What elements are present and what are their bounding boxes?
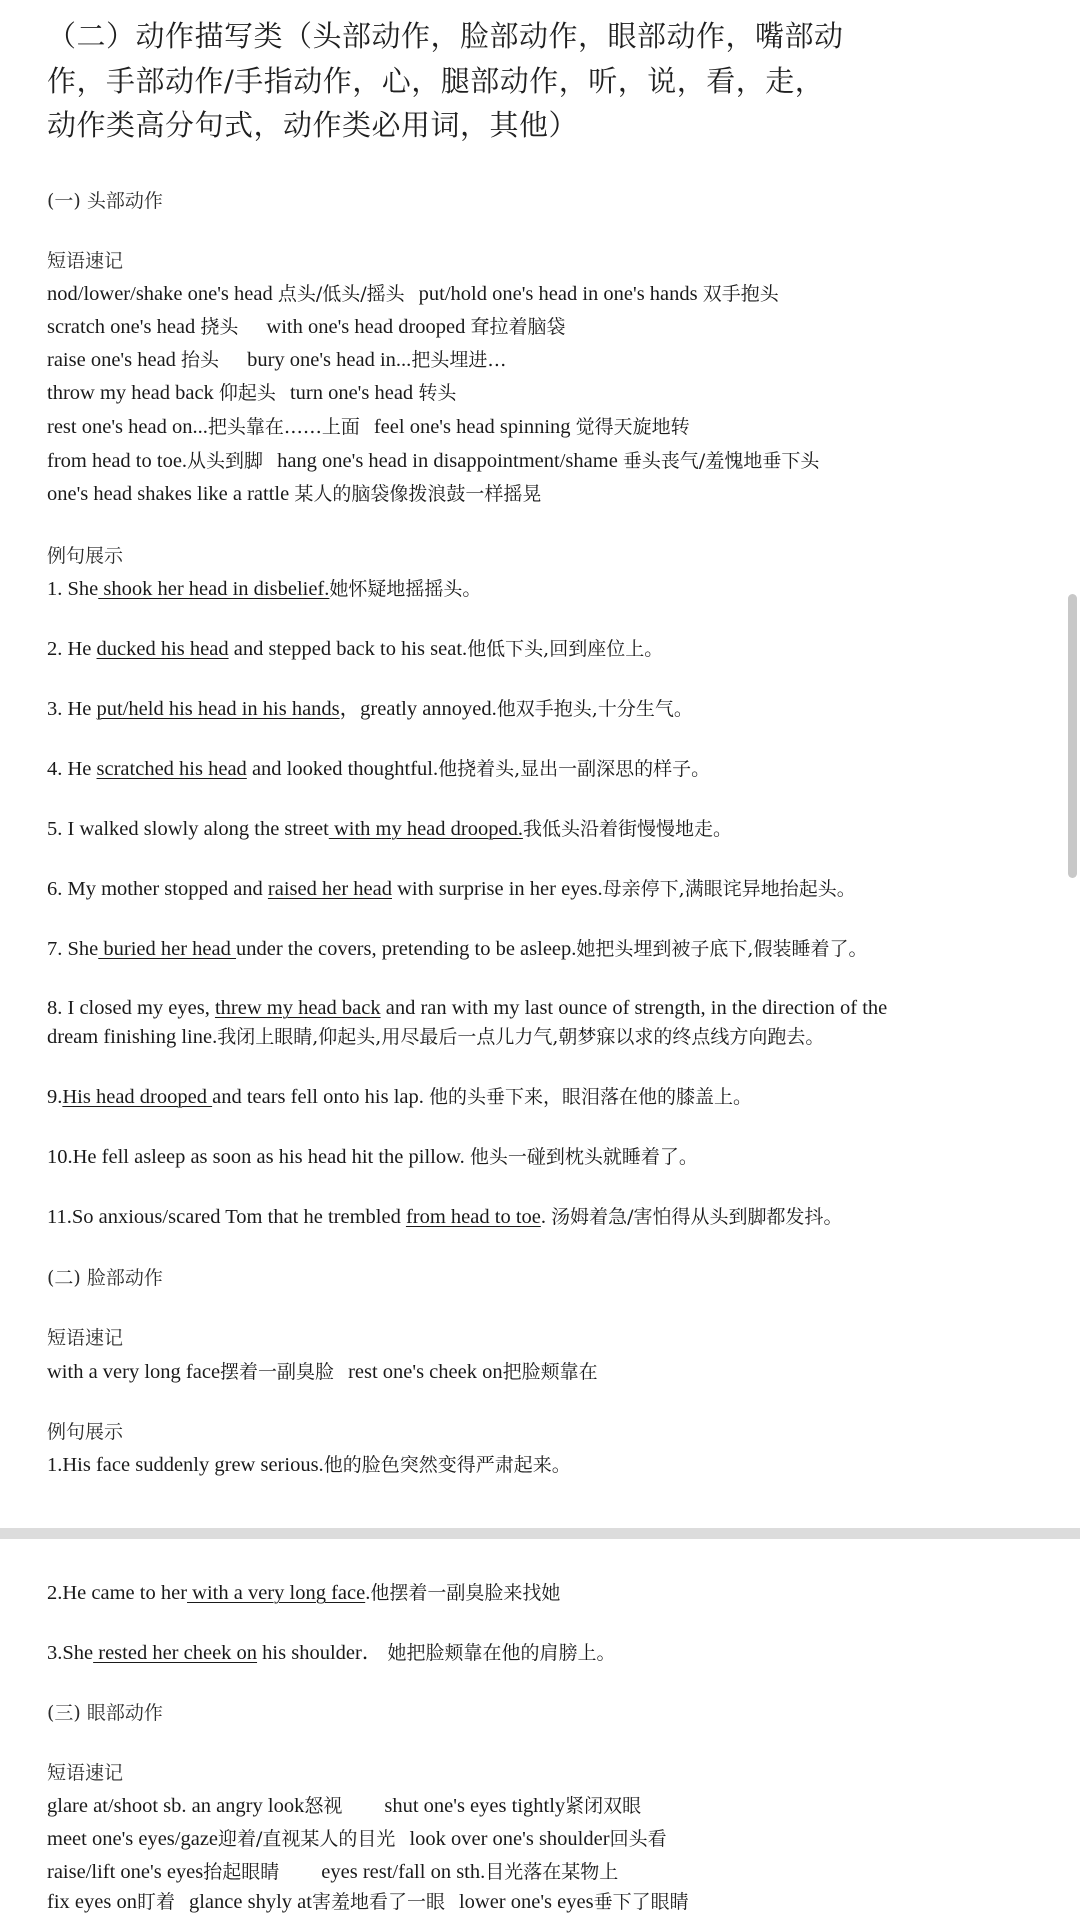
- title-line: （二）动作描写类（头部动作，脸部动作，眼部动作，嘴部动: [47, 19, 844, 53]
- sentence-translation: 他的头垂下来，眼泪落在他的膝盖上。: [429, 1086, 753, 1108]
- sentence-text: 2. He: [47, 638, 97, 660]
- sentence-translation: 他低下头,回到座位上。: [467, 638, 664, 660]
- phrase-zh: 转头: [418, 382, 457, 404]
- phrase-en: with a very long face: [47, 1361, 221, 1383]
- phrase-line: [47, 380, 456, 406]
- sentence-translation: 他摆着一副臭脸来找她: [370, 1582, 561, 1604]
- example-sentence-continued: [47, 1024, 824, 1050]
- document-page-2: [0, 1539, 1080, 1913]
- phrase-en: fix eyes on: [47, 1891, 137, 1913]
- phrase-en: eyes rest/fall on sth.: [321, 1861, 486, 1883]
- phrase-zh: 仰起头: [218, 382, 276, 404]
- phrases-heading: 短语速记: [47, 250, 124, 272]
- phrase-line: [47, 314, 566, 340]
- phrase-zh: 盯着: [136, 1891, 175, 1913]
- sentence-text: 4. He: [47, 758, 97, 780]
- example-sentence: [47, 636, 663, 662]
- underlined-phrase: scratched his head: [96, 758, 247, 780]
- phrase-zh: 把脸颊靠在: [502, 1361, 598, 1383]
- phrase-line: [47, 1889, 689, 1915]
- sentence-text: 5. I walked slowly along the street: [47, 818, 329, 840]
- sentence-translation: 她把脸颊靠在他的肩膀上。: [387, 1642, 616, 1664]
- phrase-en: throw my head back: [47, 382, 219, 404]
- phrase-en: with one's head drooped: [266, 316, 471, 338]
- phrase-zh: 觉得天旋地转: [575, 416, 690, 438]
- sentence-text: and looked thoughtful.: [246, 758, 439, 780]
- phrase-line: [47, 448, 819, 474]
- phrase-zh: 紧闭双眼: [565, 1795, 642, 1817]
- sentence-text: 3.She: [47, 1642, 94, 1664]
- phrase-en: one's head shakes like a rattle: [47, 483, 295, 505]
- phrase-en: look over one's shoulder: [409, 1828, 610, 1850]
- example-sentence: [47, 1580, 560, 1606]
- sentence-text: 10.He fell asleep as soon as his head hit the pillow.: [47, 1146, 470, 1168]
- sentence-text: 6. My mother stopped and: [47, 878, 268, 900]
- phrase-zh: 回头看: [609, 1828, 667, 1850]
- sentence-text: under the covers, pretending to be asleep.: [236, 938, 577, 960]
- underlined-phrase: ducked his head: [96, 638, 229, 660]
- underlined-phrase: put/held his head in his hands: [96, 698, 340, 720]
- phrase-en: bury one's head in...: [247, 349, 412, 371]
- example-sentence: [47, 1144, 698, 1170]
- phrase-line: [47, 1826, 667, 1852]
- phrase-en: turn one's head: [289, 382, 419, 404]
- example-sentence: [47, 936, 867, 962]
- underlined-phrase: His head drooped: [62, 1086, 213, 1108]
- sentence-translation: 汤姆着急/害怕得从头到脚都发抖。: [551, 1206, 843, 1228]
- sentence-text: 3. He: [47, 698, 97, 720]
- sentence-text: his shoulder．: [257, 1642, 388, 1664]
- phrase-en: raise/lift one's eyes: [47, 1861, 204, 1883]
- sentence-text: 2.He came to her: [47, 1582, 188, 1604]
- sentence-text: and tears fell onto his lap.: [212, 1086, 430, 1108]
- phrase-en: feel one's head spinning: [373, 416, 576, 438]
- phrase-line: [47, 1793, 641, 1819]
- underlined-phrase: shook her head in disbelief.: [98, 578, 330, 600]
- example-sentence: [47, 876, 856, 902]
- phrase-zh: 耷拉着脑袋: [470, 316, 566, 338]
- vertical-scrollbar[interactable]: [1066, 0, 1080, 1901]
- example-sentence: [47, 1204, 843, 1230]
- underlined-phrase: rested her cheek on: [93, 1642, 258, 1664]
- sentence-translation: 他双手抱头,十分生气。: [496, 698, 693, 720]
- phrase-line: [47, 414, 690, 440]
- section-heading-head: (一) 头部动作: [47, 190, 163, 212]
- sentence-translation: 他头一碰到枕头就睡着了。: [469, 1146, 698, 1168]
- phrase-en: shut one's eyes tightly: [384, 1795, 566, 1817]
- underlined-phrase: threw my head back: [214, 997, 381, 1019]
- sentence-translation: 母亲停下,满眼诧异地抬起头。: [602, 878, 856, 900]
- underlined-phrase: raised her head: [267, 878, 392, 900]
- phrase-zh: 迎着/直视某人的目光: [218, 1828, 396, 1850]
- phrase-zh: 怒视: [304, 1795, 343, 1817]
- phrase-zh: 从头到脚: [187, 450, 264, 472]
- phrase-line: [47, 281, 779, 307]
- phrase-en: put/hold one's head in one's hands: [418, 283, 703, 305]
- title-line: 动作类高分句式，动作类必用词，其他）: [47, 108, 579, 142]
- underlined-phrase: with a very long face: [187, 1582, 366, 1604]
- sentence-text: 1.His face suddenly grew serious.: [47, 1454, 324, 1476]
- sentence-text: 9.: [47, 1086, 63, 1108]
- phrase-zh: 把头埋进…: [411, 349, 507, 371]
- example-sentence: [47, 995, 887, 1021]
- scrollbar-thumb[interactable]: [1068, 594, 1077, 878]
- phrase-zh: 挠头: [200, 316, 239, 338]
- examples-heading: 例句展示: [47, 545, 124, 567]
- phrase-en: glare at/shoot sb. an angry look: [47, 1795, 305, 1817]
- phrases-heading: 短语速记: [47, 1762, 124, 1784]
- sentence-text: dream finishing line.: [47, 1026, 218, 1048]
- phrase-zh: 抬起眼睛: [203, 1861, 280, 1883]
- section-heading-face: (二) 脸部动作: [47, 1267, 163, 1289]
- example-sentence: [47, 1452, 571, 1478]
- phrase-en: scratch one's head: [47, 316, 201, 338]
- phrase-en: nod/lower/shake one's head: [47, 283, 278, 305]
- underlined-phrase: from head to toe: [405, 1206, 541, 1228]
- sentence-text: 8. I closed my eyes,: [47, 997, 215, 1019]
- example-sentence: [47, 816, 732, 842]
- phrase-zh: 垂下了眼睛: [593, 1891, 689, 1913]
- sentence-text: .: [365, 1582, 371, 1604]
- phrase-en: raise one's head: [47, 349, 182, 371]
- example-sentence: [47, 1640, 615, 1666]
- sentence-translation: 她怀疑地摇摇头。: [329, 578, 482, 600]
- sentence-text: with surprise in her eyes.: [392, 878, 603, 900]
- phrase-zh: 双手抱头: [702, 283, 779, 305]
- phrase-zh: 把头靠在……上面: [207, 416, 360, 438]
- phrase-line: [47, 1859, 618, 1885]
- example-sentence: [47, 1084, 752, 1110]
- underlined-phrase: buried her head: [98, 938, 236, 960]
- phrase-en: rest one's head on...: [47, 416, 208, 438]
- example-sentence: [47, 756, 710, 782]
- phrases-heading: 短语速记: [47, 1327, 124, 1349]
- example-sentence: [47, 576, 481, 602]
- page-separator: [0, 1528, 1080, 1539]
- sentence-translation: 我低头沿着街慢慢地走。: [522, 818, 732, 840]
- examples-heading: 例句展示: [47, 1421, 124, 1443]
- sentence-text: 7. She: [47, 938, 99, 960]
- sentence-text: and ran with my last ounce of strength, in the direction of the: [380, 997, 888, 1019]
- phrase-zh: 目光落在某物上: [485, 1861, 619, 1883]
- phrase-zh: 点头/低头/摇头: [277, 283, 405, 305]
- title-line: 作，手部动作/手指动作，心，腿部动作，听，说，看，走，: [47, 63, 825, 98]
- sentence-translation: 她把头埋到被子底下,假装睡着了。: [576, 938, 868, 960]
- phrase-line: [47, 481, 541, 507]
- document-title: [47, 14, 907, 148]
- phrase-zh: 害羞地看了一眼: [311, 1891, 445, 1913]
- sentence-translation: 我闭上眼睛,仰起头,用尽最后一点儿力气,朝梦寐以求的终点线方向跑去。: [217, 1026, 825, 1048]
- phrase-en: lower one's eyes: [458, 1891, 594, 1913]
- sentence-text: 1. She: [47, 578, 99, 600]
- phrase-en: glance shyly at: [188, 1891, 312, 1913]
- example-sentence: [47, 696, 693, 722]
- sentence-translation: 他挠着头,显出一副深思的样子。: [438, 758, 711, 780]
- sentence-text: and stepped back to his seat.: [228, 638, 468, 660]
- phrase-zh: 摆着一副臭脸: [220, 1361, 335, 1383]
- phrase-en: hang one's head in disappointment/shame: [277, 450, 623, 472]
- phrase-zh: 抬头: [181, 349, 220, 371]
- underlined-phrase: with my head drooped.: [328, 818, 523, 840]
- sentence-translation: 他的脸色突然变得严肃起来。: [323, 1454, 571, 1476]
- phrase-zh: 某人的脑袋像拨浪鼓一样摇晃: [294, 483, 542, 505]
- phrase-zh: 垂头丧气/羞愧地垂下头: [622, 450, 820, 472]
- sentence-text: .: [540, 1206, 552, 1228]
- sentence-text: 11.So anxious/scared Tom that he trembled: [47, 1206, 406, 1228]
- phrase-en: rest one's cheek on: [348, 1361, 503, 1383]
- sentence-text: ，greatly annoyed.: [339, 698, 497, 720]
- section-heading-eyes: (三) 眼部动作: [47, 1702, 163, 1724]
- phrase-line: [47, 347, 506, 373]
- phrase-en: from head to toe.: [47, 450, 188, 472]
- phrase-en: meet one's eyes/gaze: [47, 1828, 219, 1850]
- phrase-line: [47, 1359, 598, 1385]
